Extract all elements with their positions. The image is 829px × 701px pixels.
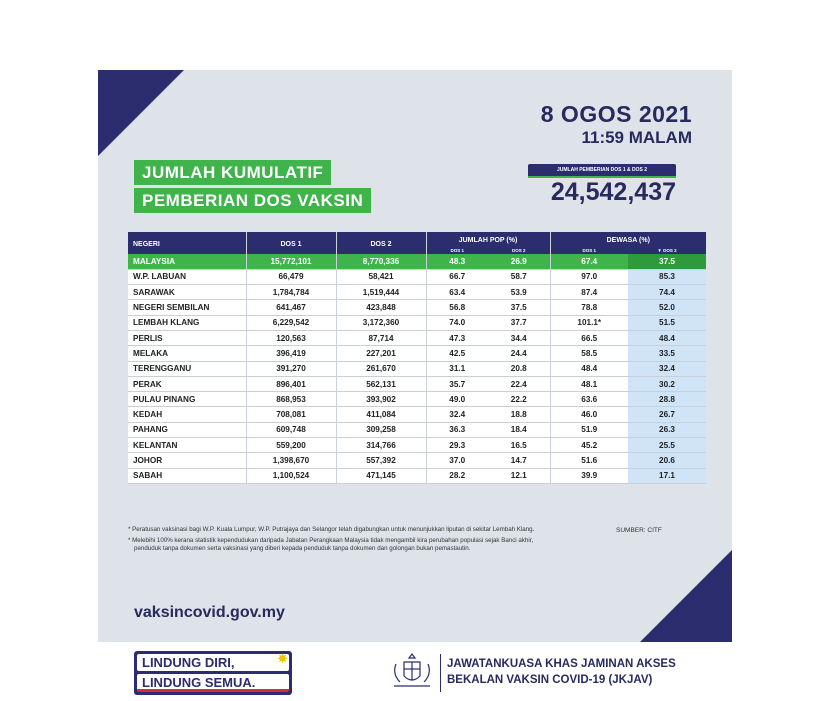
total-doses-label: JUMLAH PEMBERIAN DOS 1 & DOS 2 xyxy=(528,164,676,178)
cell-pop1: 66.7 xyxy=(426,269,488,284)
header-negeri: NEGERI xyxy=(128,232,246,254)
cell-dos2: 227,201 xyxy=(336,346,426,361)
cell-dew1: 51.6 xyxy=(550,453,628,468)
cell-dew2: 85.3 xyxy=(628,269,706,284)
cell-negeri: PERAK xyxy=(128,376,246,391)
corner-decoration-top-left xyxy=(98,70,184,156)
title-line-2: PEMBERIAN DOS VAKSIN xyxy=(134,188,371,213)
vaccination-table xyxy=(128,232,706,484)
header-dewasa: DEWASA (%) xyxy=(550,232,706,246)
cell-negeri: KELANTAN xyxy=(128,438,246,453)
cell-dos1: 708,081 xyxy=(246,407,336,422)
cell-dos2: 3,172,360 xyxy=(336,315,426,330)
cell-pop1: 42.5 xyxy=(426,346,488,361)
table-row xyxy=(128,300,706,315)
cell-pop1: 35.7 xyxy=(426,376,488,391)
cell-dew1: 46.0 xyxy=(550,407,628,422)
table-row xyxy=(128,346,706,361)
cell-dos1: 120,563 xyxy=(246,330,336,345)
cell-pop2: 24.4 xyxy=(488,346,550,361)
cell-dos1: 896,401 xyxy=(246,376,336,391)
cell-pop2: 37.5 xyxy=(488,300,550,315)
cell-dew2: 48.4 xyxy=(628,330,706,345)
footnotes xyxy=(128,526,538,556)
cell-negeri: PULAU PINANG xyxy=(128,392,246,407)
subheader-dewasa-dos2: ▼ DOS 2 xyxy=(628,246,706,254)
cell-dos2: 471,145 xyxy=(336,468,426,483)
cell-dos1: 559,200 xyxy=(246,438,336,453)
table-row xyxy=(128,254,706,269)
agency-line-1: JAWATANKUASA KHAS JAMINAN AKSES xyxy=(447,658,676,670)
cell-dos2: 261,670 xyxy=(336,361,426,376)
website-link[interactable]: vaksincovid.gov.my xyxy=(134,604,285,621)
cell-dew1: 66.5 xyxy=(550,330,628,345)
table-row xyxy=(128,330,706,345)
date-block xyxy=(541,102,692,148)
cell-pop1: 47.3 xyxy=(426,330,488,345)
cell-dos1: 1,100,524 xyxy=(246,468,336,483)
table-row xyxy=(128,361,706,376)
cell-dos1: 1,784,784 xyxy=(246,285,336,300)
cell-negeri: MALAYSIA xyxy=(128,254,246,269)
cell-dos1: 396,419 xyxy=(246,346,336,361)
cell-dos1: 641,467 xyxy=(246,300,336,315)
cell-dew2: 26.7 xyxy=(628,407,706,422)
cell-dew1: 51.9 xyxy=(550,422,628,437)
cell-negeri: MELAKA xyxy=(128,346,246,361)
report-date: 8 OGOS 2021 xyxy=(540,101,692,127)
cell-pop1: 37.0 xyxy=(426,453,488,468)
coat-of-arms-icon xyxy=(388,652,436,692)
cell-dos2: 557,392 xyxy=(336,453,426,468)
table-row xyxy=(128,315,706,330)
header-jumlah-pop: JUMLAH POP (%) xyxy=(426,232,550,246)
cell-pop1: 74.0 xyxy=(426,315,488,330)
cell-negeri: LEMBAH KLANG xyxy=(128,315,246,330)
cell-dos1: 391,270 xyxy=(246,361,336,376)
cell-pop2: 58.7 xyxy=(488,269,550,284)
table-row xyxy=(128,438,706,453)
agency-name xyxy=(447,656,676,688)
cell-pop2: 26.9 xyxy=(488,254,550,269)
cell-dos1: 15,772,101 xyxy=(246,254,336,269)
total-doses-value: 24,542,437 xyxy=(550,178,676,206)
cell-dew1: 78.8 xyxy=(550,300,628,315)
cell-dew2: 26.3 xyxy=(628,422,706,437)
cell-dew1: 101.1* xyxy=(550,315,628,330)
cell-dew2: 37.5 xyxy=(628,254,706,269)
cell-dew2: 51.5 xyxy=(628,315,706,330)
cell-pop1: 32.4 xyxy=(426,407,488,422)
infographic-panel xyxy=(98,70,732,642)
cell-dos2: 411,084 xyxy=(336,407,426,422)
cell-dos1: 868,953 xyxy=(246,392,336,407)
flag-star-icon: ✸ xyxy=(277,651,288,666)
cell-pop1: 29.3 xyxy=(426,438,488,453)
cell-pop2: 34.4 xyxy=(488,330,550,345)
cell-negeri: SARAWAK xyxy=(128,285,246,300)
cell-dew2: 20.6 xyxy=(628,453,706,468)
cell-pop1: 28.2 xyxy=(426,468,488,483)
cell-dos1: 1,398,670 xyxy=(246,453,336,468)
cell-negeri: PAHANG xyxy=(128,422,246,437)
agency-line-2: BEKALAN VAKSIN COVID-19 (JKJAV) xyxy=(447,674,653,686)
cell-dew2: 25.5 xyxy=(628,438,706,453)
cell-dew1: 48.1 xyxy=(550,376,628,391)
table-row xyxy=(128,285,706,300)
cell-pop2: 16.5 xyxy=(488,438,550,453)
cell-pop1: 48.3 xyxy=(426,254,488,269)
cell-dos1: 609,748 xyxy=(246,422,336,437)
cell-dew2: 32.4 xyxy=(628,361,706,376)
title-line-1: JUMLAH KUMULATIF xyxy=(134,160,331,185)
page-title xyxy=(134,160,371,216)
cell-dos2: 393,902 xyxy=(336,392,426,407)
divider xyxy=(440,654,441,692)
cell-pop1: 49.0 xyxy=(426,392,488,407)
table-row xyxy=(128,269,706,284)
cell-pop1: 36.3 xyxy=(426,422,488,437)
cell-pop2: 53.9 xyxy=(488,285,550,300)
cell-negeri: W.P. LABUAN xyxy=(128,269,246,284)
cell-dos2: 309,258 xyxy=(336,422,426,437)
cell-pop2: 22.4 xyxy=(488,376,550,391)
header-dos1: DOS 1 xyxy=(246,232,336,254)
cell-dew2: 52.0 xyxy=(628,300,706,315)
cell-dew1: 67.4 xyxy=(550,254,628,269)
subheader-pop-dos1: DOS 1 xyxy=(426,246,488,254)
footnote-1: * Peratusan vaksinasi bagi W.P. Kuala Lumpur, W.P. Putrajaya dan Selangor telah digabungkan untuk menunjukkan liputan di sekitar Lembah Klang. xyxy=(128,526,535,533)
cell-pop1: 56.8 xyxy=(426,300,488,315)
cell-pop2: 12.1 xyxy=(488,468,550,483)
cell-dew2: 33.5 xyxy=(628,346,706,361)
cell-dew1: 45.2 xyxy=(550,438,628,453)
table-row xyxy=(128,453,706,468)
cell-dos2: 423,848 xyxy=(336,300,426,315)
cell-dos2: 314,766 xyxy=(336,438,426,453)
cell-negeri: TERENGGANU xyxy=(128,361,246,376)
cell-pop2: 20.8 xyxy=(488,361,550,376)
cell-pop1: 31.1 xyxy=(426,361,488,376)
cell-dew2: 28.8 xyxy=(628,392,706,407)
subheader-dewasa-dos1: DOS 1 xyxy=(550,246,628,254)
cell-pop2: 14.7 xyxy=(488,453,550,468)
cell-dos2: 562,131 xyxy=(336,376,426,391)
campaign-badge xyxy=(134,651,292,695)
cell-pop2: 18.8 xyxy=(488,407,550,422)
cell-dew2: 74.4 xyxy=(628,285,706,300)
cell-negeri: PERLIS xyxy=(128,330,246,345)
cell-pop1: 63.4 xyxy=(426,285,488,300)
cell-dew1: 39.9 xyxy=(550,468,628,483)
cell-dos2: 87,714 xyxy=(336,330,426,345)
cell-dew1: 97.0 xyxy=(550,269,628,284)
header-dos2: DOS 2 xyxy=(336,232,426,254)
badge-line-2: LINDUNG SEMUA. xyxy=(137,674,289,692)
footnote-2: * Melebihi 100% kerana statistik kependudukan daripada Jabatan Perangkaan Malaysia tidak mengambil kira perubahan populasi sejak Banci akhir, penduduk tanpa dokumen serta vaksinasi yang diberi kepada penduduk tanpa dokumen dan golongan bukan pemastautin. xyxy=(128,537,534,552)
cell-negeri: KEDAH xyxy=(128,407,246,422)
table-row xyxy=(128,468,706,483)
badge-line-1: LINDUNG DIRI, xyxy=(137,654,289,671)
cell-dew1: 87.4 xyxy=(550,285,628,300)
cell-dew1: 48.4 xyxy=(550,361,628,376)
total-doses-box xyxy=(528,164,676,206)
cell-pop2: 18.4 xyxy=(488,422,550,437)
table-row xyxy=(128,407,706,422)
cell-dew1: 63.6 xyxy=(550,392,628,407)
cell-dew1: 58.5 xyxy=(550,346,628,361)
cell-dos1: 66,479 xyxy=(246,269,336,284)
cell-pop2: 22.2 xyxy=(488,392,550,407)
cell-dos2: 8,770,336 xyxy=(336,254,426,269)
table-row xyxy=(128,422,706,437)
cell-dew2: 17.1 xyxy=(628,468,706,483)
source-label: SUMBER: CITF xyxy=(616,527,662,534)
cell-negeri: SABAH xyxy=(128,468,246,483)
cell-negeri: JOHOR xyxy=(128,453,246,468)
cell-dew2: 30.2 xyxy=(628,376,706,391)
table-row xyxy=(128,376,706,391)
subheader-pop-dos2: DOS 2 xyxy=(488,246,550,254)
corner-decoration-bottom-right xyxy=(640,550,732,642)
table-row xyxy=(128,392,706,407)
cell-negeri: NEGERI SEMBILAN xyxy=(128,300,246,315)
report-time: 11:59 MALAM xyxy=(581,128,692,147)
cell-dos1: 6,229,542 xyxy=(246,315,336,330)
cell-pop2: 37.7 xyxy=(488,315,550,330)
cell-dos2: 58,421 xyxy=(336,269,426,284)
cell-dos2: 1,519,444 xyxy=(336,285,426,300)
